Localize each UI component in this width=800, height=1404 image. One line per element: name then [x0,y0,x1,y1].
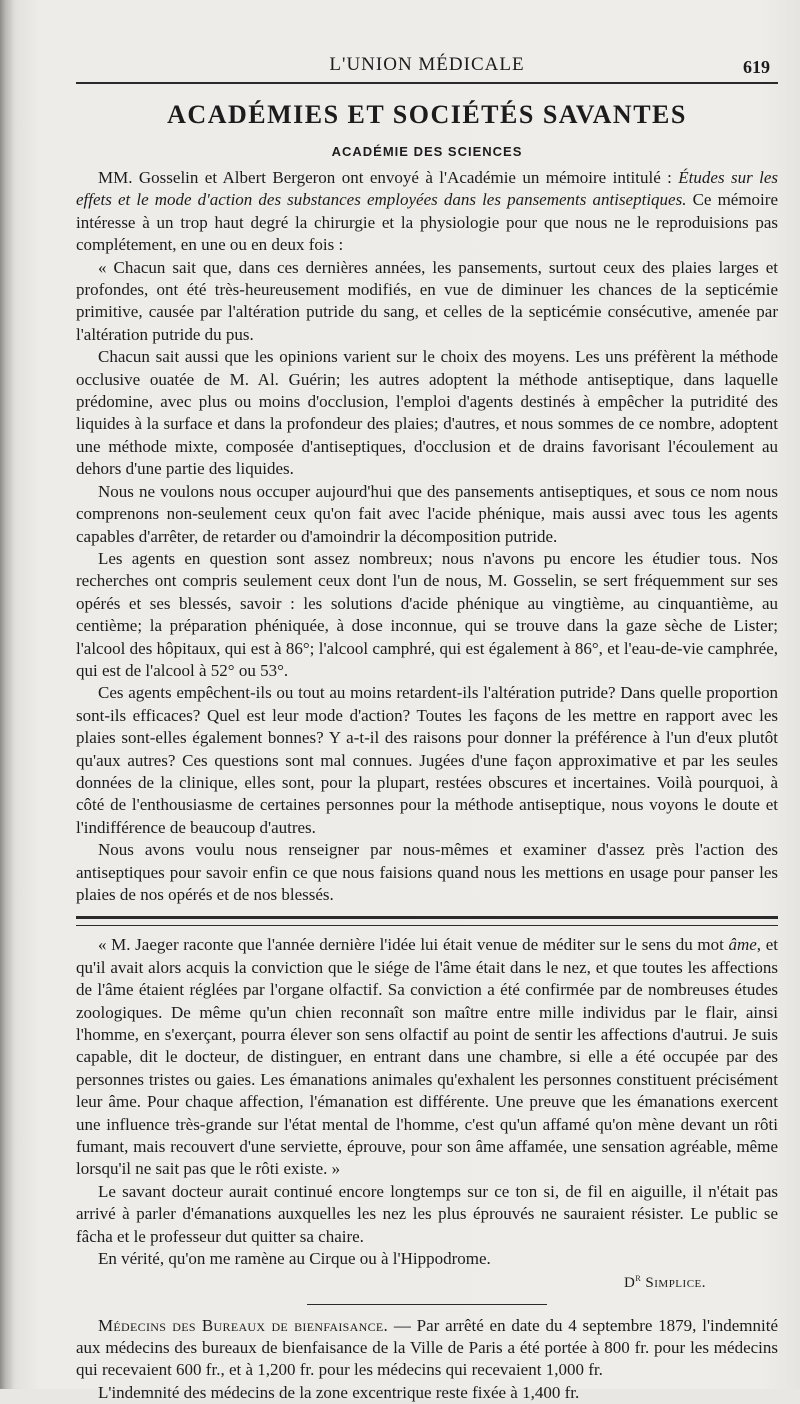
article-antiseptics [76,167,778,906]
notice-lead: Médecins des Bureaux de bienfaisance. [98,1316,388,1335]
paragraph: Les agents en question sont assez nombreux; nous n'avons pu encore les étudier tous. Nos recherches ont compris seulement ceux dont l'un de nous, M. Gosselin, se sert fréquemment sur ses opérés et ses blessés, savoir : les solutions d'acide phénique au vingtième, au cinquantième, au centième; la préparation phéniquée, à dose inconnue, qui se trouve dans la gaze sèche de Lister; l'alcool des hôpitaux, qui est à 86°; l'alcool camphré, qui est également à 86°, et l'eau-de-vie camphrée, qui est de l'alcool à 52° ou 53°. [76,548,778,682]
memoir-title: Études sur les effets et le mode d'action des substances employées dans les pansements antiseptiques. [76,168,778,209]
notice-text: — Par arrêté en date du 4 septembre 1879, l'indemnité aux médecins des bureaux de bienfaisance de la Ville de Paris a été portée à 800 fr. pour les médecins qui recevaient 600 fr., et à 1,200 fr. pour les médecins qui recevaient 1,000 fr. [76,1316,778,1380]
section-divider [76,916,778,926]
paragraph: Chacun sait aussi que les opinions varient sur le choix des moyens. Les uns préfèrent la méthode occlusive ouatée de M. Al. Guérin; les autres adoptent la méthode antiseptique, dans laquelle prédomine, avec plus ou moins d'occlusion, l'emploi d'agents destinés à empêcher la putridité des liquides à la surface et dans la profondeur des plaies; d'autres, et nous sommes de ce nombre, adoptent une méthode mixte, composée d'antiseptiques, d'occlusion et de drains favorisant l'écoulement au dehors d'une partie des liquides. [76,346,778,480]
signature-prefix: D [624,1275,635,1291]
paragraph-jaeger [76,934,778,1180]
running-head [76,48,778,84]
article-jaeger [76,934,778,1270]
paragraph: L'indemnité des médecins de la zone excentrique reste fixée à 1,400 fr. [76,1382,778,1404]
page-number: 619 [743,57,770,78]
italic-word: âme [728,935,756,954]
jaeger-text-1: « M. Jaeger raconte que l'année dernière l'idée lui était venue de méditer sur le sens du mot [98,935,728,954]
article-bienfaisance [76,1315,778,1404]
paragraph-intro [76,167,778,257]
short-divider [307,1304,547,1305]
running-title: L'UNION MÉDICALE [76,54,778,76]
signature-name: Simplice. [641,1275,706,1291]
paragraph: Ces agents empêchent-ils ou tout au moins retardent-ils l'altération putride? Dans quelle proportion sont-ils efficaces? Quel est leur mode d'action? Toutes les façons de les mettre en rapport avec les plaies sont-elles également bonnes? Y a-t-il des raisons pour donner la préférence à l'un d'eux plutôt qu'aux autres? Ces questions sont mal connues. Jugées d'une façon approximative et par les seules données de la clinique, elles sont, pour la plupart, restées obscures et incertaines. Voilà pourquoi, à côté de l'enthousiasme de certaines personnes pour la méthode antiseptique, nous voyons le doute et l'indifférence de beaucoup d'autres. [76,682,778,839]
paragraph-bienfaisance [76,1315,778,1382]
intro-text-1: MM. Gosselin et Albert Bergeron ont envoyé à l'Académie un mémoire intitulé : [98,168,678,187]
paragraph: Le savant docteur aurait continué encore longtemps sur ce ton si, de fil en aiguille, il n'était pas arrivé à parler d'émanations auxquelles les nez les plus éprouvés ne sauraient résister. Le public se fâcha et le professeur dut quitter sa chaire. [76,1181,778,1248]
subsection-title: ACADÉMIE DES SCIENCES [76,144,778,159]
page-content [76,48,778,1404]
paragraph: En vérité, qu'on me ramène au Cirque ou à l'Hippodrome. [76,1248,778,1270]
paragraph: « Chacun sait que, dans ces dernières années, les pansements, surtout ceux des plaies larges et profondes, ont été très-heureusement modifiés, en vue de diminuer les chances de la septicémie primitive, causée par l'altération putride du sang, et celles de la septicémie consécutive, amenée par l'altération putride du pus. [76,257,778,347]
paragraph: Nous avons voulu nous renseigner par nous-mêmes et examiner d'assez près l'action des antiseptiques pour savoir enfin ce que nous faisions quand nous les mettions en usage pour panser les plaies de nos opérés et de nos blessés. [76,839,778,906]
signature [76,1275,706,1292]
binding-shadow [0,0,14,1389]
paragraph: Nous ne voulons nous occuper aujourd'hui que des pansements antiseptiques, et sous ce nom nous comprenons non-seulement ceux qu'on fait avec l'acide phénique, mais aussi avec tous les agents capables d'arrêter, de retarder ou d'amoindrir la décomposition putride. [76,481,778,548]
section-title: ACADÉMIES ET SOCIÉTÉS SAVANTES [76,100,778,130]
jaeger-text-2: , et qu'il avait alors acquis la conviction que le siége de l'âme était dans le nez, et que toutes les affections de l'âme étaient réglées par l'organe olfactif. Sa conviction a été confirmée par de nombreuses études zoologiques. De même qu'un chien reconnaît son maître entre mille individus par le flair, ainsi l'homme, en s'exerçant, pourra élever son sens olfactif au point de sentir les affections d'autrui. Je suis capable, dit le docteur, de distinguer, en entrant dans une chambre, si elle a été occupée par des personnes tristes ou gaies. Les émanations animales qu'exhalent les personnes constituent précisément leur âme. Pour chaque affection, l'émanation est différente. Une preuve que les émanations exercent une influence très-grande sur l'état mental de l'homme, c'est qu'un affamé qu'on mène devant un rôti fumant, mais recouvert d'une serviette, éprouve, pour son âme affamée, une sensation agréable, même lorsqu'il ne sait pas que le rôti existe. » [76,935,778,1178]
signature-superscript: r [635,1272,641,1284]
intro-text-2: Ce mémoire intéresse à un trop haut degré la chirurgie et la physiologie pour que nous ne le reproduisions pas complétement, en une ou en deux fois : [76,190,778,254]
